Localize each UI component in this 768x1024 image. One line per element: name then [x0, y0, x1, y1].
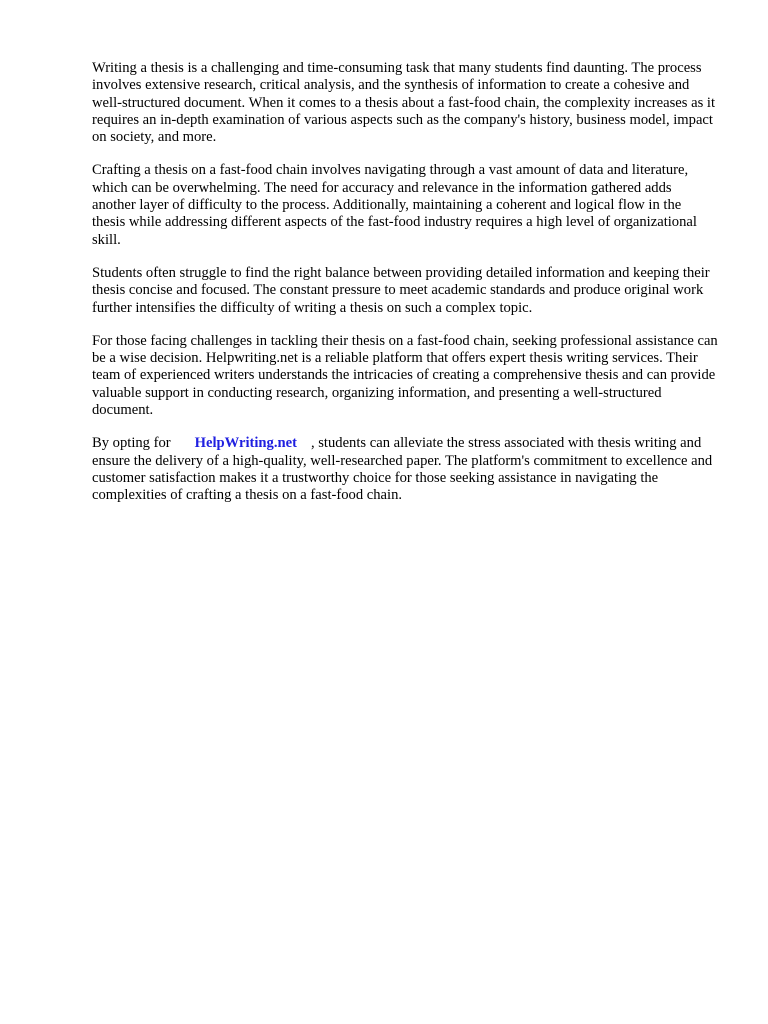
paragraph-1: Writing a thesis is a challenging and time-consuming task that many students find daunting. The process involves extensive research, critical analysis, and the synthesis of information to create a cohesive and well-structured document. When it comes to a thesis about a fast-food chain, the complexity increases as it requires an in-depth examination of various aspects such as the company's history, business model, impact on society, and more.: [92, 60, 716, 146]
paragraph-3: Students often struggle to find the right balance between providing detailed information and keeping their thesis concise and focused. The constant pressure to meet academic standards and produce original work further intensifies the difficulty of writing a thesis on such a complex topic.: [92, 264, 710, 316]
paragraph-5: [92, 435, 718, 504]
helpwriting-link[interactable]: HelpWriting.net: [194, 435, 297, 452]
paragraph-5-trailing-text: , students can alleviate the stress associated with thesis writing and ensure the delivery of a high-quality, well-researched paper. The platform's commitment to excellence and customer satisfaction makes it a trustworthy choice for those seeking assistance in navigating the complexities of crafting a thesis on a fast-food chain.: [92, 435, 713, 504]
paragraph-5-lead-text: By opting for: [92, 435, 171, 452]
paragraph-4: For those facing challenges in tackling their thesis on a fast-food chain, seeking professional assistance can be a wise decision. Helpwriting.net is a reliable platform that offers expert thesis writing services. Their team of experienced writers understands the intricacies of creating a comprehensive thesis and can provide valuable support in conducting research, organizing information, and presenting a well-structured document.: [92, 332, 718, 419]
document-body: [92, 60, 718, 521]
paragraph-2: Crafting a thesis on a fast-food chain involves navigating through a vast amount of data and literature, which can be overwhelming. The need for accuracy and relevance in the information gathered adds another layer of difficulty to the process. Additionally, maintaining a coherent and logical flow in the thesis while addressing different aspects of the fast-food industry requires a high level of organizational skill.: [92, 162, 697, 248]
